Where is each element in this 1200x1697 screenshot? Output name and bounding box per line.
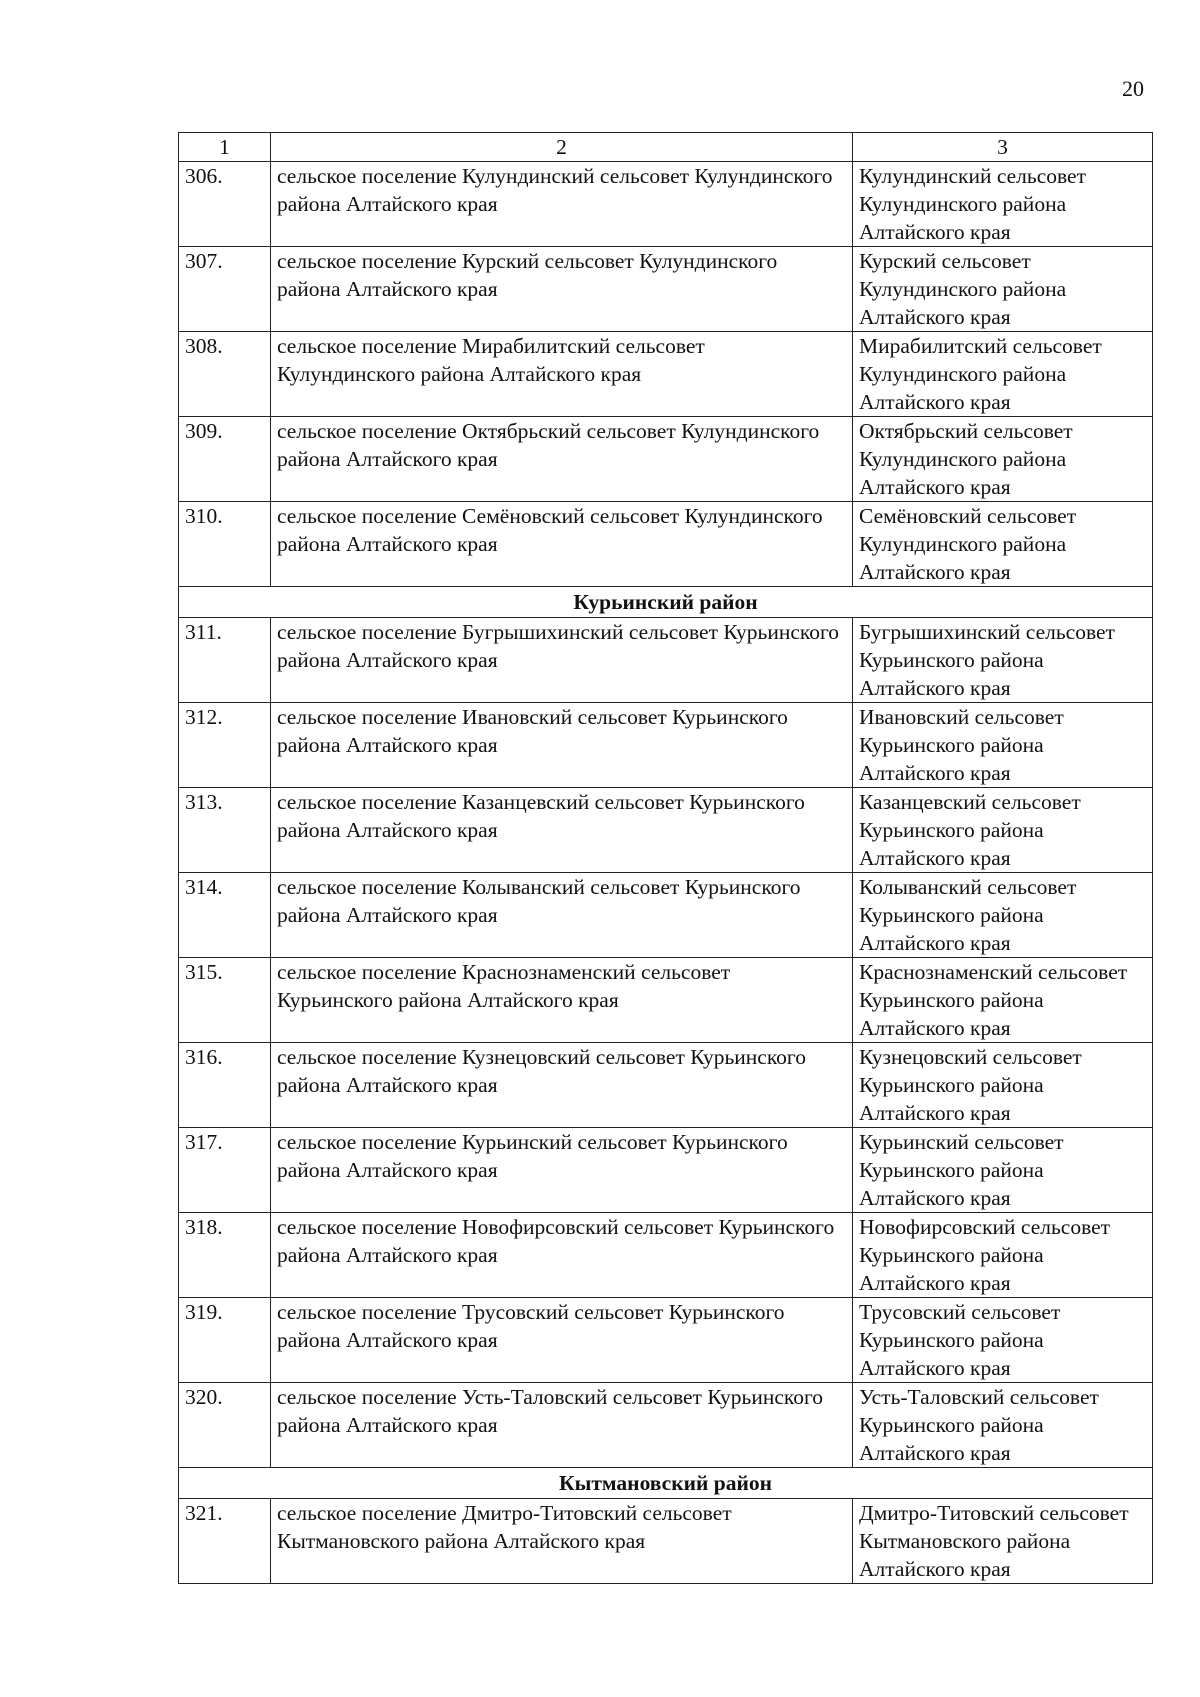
settlement-full-name: сельское поселение Краснознаменский сельсовет Курьинского района Алтайского края xyxy=(271,958,853,1043)
row-number: 307. xyxy=(179,247,271,332)
table-row xyxy=(179,247,1153,332)
table-row xyxy=(179,502,1153,587)
row-number: 320. xyxy=(179,1383,271,1468)
settlement-short-name: Казанцевский сельсовет Курьинского района Алтайского края xyxy=(853,788,1153,873)
settlement-short-name: Кулундинский сельсовет Кулундинского района Алтайского края xyxy=(853,162,1153,247)
settlement-short-name: Семёновский сельсовет Кулундинского района Алтайского края xyxy=(853,502,1153,587)
settlement-short-name: Октябрьский сельсовет Кулундинского района Алтайского края xyxy=(853,417,1153,502)
row-number: 315. xyxy=(179,958,271,1043)
settlement-short-name: Новофирсовский сельсовет Курьинского района Алтайского края xyxy=(853,1213,1153,1298)
table-row xyxy=(179,618,1153,703)
row-number: 314. xyxy=(179,873,271,958)
settlement-short-name: Усть-Таловский сельсовет Курьинского района Алтайского края xyxy=(853,1383,1153,1468)
settlement-full-name: сельское поселение Новофирсовский сельсовет Курьинского района Алтайского края xyxy=(271,1213,853,1298)
table-row xyxy=(179,332,1153,417)
settlement-short-name: Ивановский сельсовет Курьинского района Алтайского края xyxy=(853,703,1153,788)
settlement-full-name: сельское поселение Усть-Таловский сельсовет Курьинского района Алтайского края xyxy=(271,1383,853,1468)
table-row xyxy=(179,417,1153,502)
table-row xyxy=(179,1298,1153,1383)
row-number: 313. xyxy=(179,788,271,873)
settlement-full-name: сельское поселение Кузнецовский сельсовет Курьинского района Алтайского края xyxy=(271,1043,853,1128)
settlement-full-name: сельское поселение Октябрьский сельсовет Кулундинского района Алтайского края xyxy=(271,417,853,502)
table-row xyxy=(179,1383,1153,1468)
table-row xyxy=(179,1128,1153,1213)
column-header-1: 1 xyxy=(179,133,271,162)
page-number: 20 xyxy=(1122,76,1144,101)
settlement-full-name: сельское поселение Курский сельсовет Кулундинского района Алтайского края xyxy=(271,247,853,332)
table-body xyxy=(179,162,1153,1584)
settlement-short-name: Краснознаменский сельсовет Курьинского района Алтайского края xyxy=(853,958,1153,1043)
settlement-full-name: сельское поселение Кулундинский сельсовет Кулундинского района Алтайского края xyxy=(271,162,853,247)
table-row xyxy=(179,1213,1153,1298)
row-number: 309. xyxy=(179,417,271,502)
column-header-2: 2 xyxy=(271,133,853,162)
row-number: 306. xyxy=(179,162,271,247)
settlement-short-name: Мирабилитский сельсовет Кулундинского района Алтайского края xyxy=(853,332,1153,417)
table-row xyxy=(179,703,1153,788)
settlement-full-name: сельское поселение Казанцевский сельсовет Курьинского района Алтайского края xyxy=(271,788,853,873)
table-row xyxy=(179,873,1153,958)
row-number: 317. xyxy=(179,1128,271,1213)
table-row xyxy=(179,162,1153,247)
section-row xyxy=(179,1468,1153,1499)
section-title: Курьинский район xyxy=(179,587,1153,618)
settlement-full-name: сельское поселение Курьинский сельсовет Курьинского района Алтайского края xyxy=(271,1128,853,1213)
settlement-short-name: Дмитро-Титовский сельсовет Кытмановского района Алтайского края xyxy=(853,1499,1153,1584)
settlement-full-name: сельское поселение Семёновский сельсовет Кулундинского района Алтайского края xyxy=(271,502,853,587)
settlement-full-name: сельское поселение Колыванский сельсовет Курьинского района Алтайского края xyxy=(271,873,853,958)
settlements-table xyxy=(178,132,1153,1584)
settlement-short-name: Курьинский сельсовет Курьинского района Алтайского края xyxy=(853,1128,1153,1213)
row-number: 308. xyxy=(179,332,271,417)
settlement-short-name: Колыванский сельсовет Курьинского района Алтайского края xyxy=(853,873,1153,958)
settlement-full-name: сельское поселение Ивановский сельсовет Курьинского района Алтайского края xyxy=(271,703,853,788)
row-number: 321. xyxy=(179,1499,271,1584)
section-title: Кытмановский район xyxy=(179,1468,1153,1499)
table-row xyxy=(179,958,1153,1043)
table-row xyxy=(179,1499,1153,1584)
settlement-full-name: сельское поселение Мирабилитский сельсовет Кулундинского района Алтайского края xyxy=(271,332,853,417)
row-number: 316. xyxy=(179,1043,271,1128)
row-number: 311. xyxy=(179,618,271,703)
settlement-short-name: Курский сельсовет Кулундинского района Алтайского края xyxy=(853,247,1153,332)
section-row xyxy=(179,587,1153,618)
row-number: 318. xyxy=(179,1213,271,1298)
settlement-short-name: Кузнецовский сельсовет Курьинского района Алтайского края xyxy=(853,1043,1153,1128)
settlement-full-name: сельское поселение Дмитро-Титовский сельсовет Кытмановского района Алтайского края xyxy=(271,1499,853,1584)
row-number: 319. xyxy=(179,1298,271,1383)
table-row xyxy=(179,788,1153,873)
settlement-full-name: сельское поселение Трусовский сельсовет Курьинского района Алтайского края xyxy=(271,1298,853,1383)
settlement-short-name: Бугрышихинский сельсовет Курьинского района Алтайского края xyxy=(853,618,1153,703)
row-number: 312. xyxy=(179,703,271,788)
column-header-3: 3 xyxy=(853,133,1153,162)
row-number: 310. xyxy=(179,502,271,587)
table-header-row xyxy=(179,133,1153,162)
table-row xyxy=(179,1043,1153,1128)
settlement-full-name: сельское поселение Бугрышихинский сельсовет Курьинского района Алтайского края xyxy=(271,618,853,703)
settlement-short-name: Трусовский сельсовет Курьинского района Алтайского края xyxy=(853,1298,1153,1383)
